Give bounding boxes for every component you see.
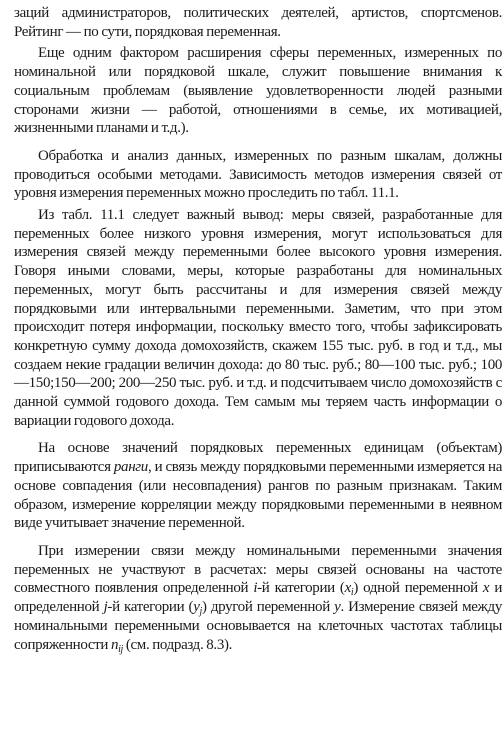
italic-text: x [344, 580, 351, 597]
paragraph-3 [14, 147, 502, 203]
paragraph-4 [14, 206, 502, 430]
italic-text: i [253, 580, 258, 597]
paragraph-2 [14, 44, 502, 138]
italic-text: n [110, 636, 119, 653]
text-run: Еще одним фактором расширения сферы переменных, измеренных по номинальной или порядковой шкале, служит повышение внимания к социальным проблемам (выявление удовлетворенности людей разными сторонами жизни — работой, отношениями в семье, их мотивацией, жизненными планами и т.д.). [14, 45, 502, 137]
text-run: ) одной переменной [353, 580, 483, 597]
italic-text: y [334, 599, 341, 616]
italic-text: ранги [113, 459, 148, 476]
text-run: заций администраторов, политических деятелей, артистов, спортсменов. Рейтинг — по сути, порядковая переменная. [14, 5, 502, 40]
text-run: -й категории ( [107, 599, 194, 616]
text-run: -й категории ( [257, 580, 345, 597]
document-page [14, 4, 502, 740]
text-run: Обработка и анализ данных, измеренных по разным шкалам, должны проводиться особыми методами. Зависимость методов измерения связей от уровня измерения переменных можно проследить по табл. 11.1. [14, 147, 502, 202]
text-run: , и связь между порядковыми переменными измеряется на основе совпадения (или несовпадения) рангов по разным признакам. Таким образом, измерение корреляции между порядковыми переменными в неявном виде учитывает значение переменной. [14, 459, 502, 532]
subscript-text: j [199, 606, 202, 618]
subscript-text: ij [118, 643, 123, 655]
italic-text: y [193, 599, 200, 616]
text-run: На основе значений порядковых переменных единицам (объектам) приписываются [14, 440, 502, 476]
paragraph-1 [14, 4, 502, 41]
paragraph-6 [14, 542, 502, 654]
text-run: и определенной [14, 580, 503, 616]
text-run: При измерении связи между номинальными переменными значения переменных не участвуют в расчетах: меры связей основаны на частоте совместного появления определенной [14, 542, 502, 597]
paragraph-5 [14, 439, 502, 533]
text-run: . Измерение связей между номинальными переменными основывается на клеточных частотах таблицы сопряженности [14, 599, 502, 653]
subscript-text: i [350, 587, 354, 599]
italic-text: j [103, 599, 108, 616]
italic-text: x [482, 580, 490, 597]
text-run: (см. подразд. 8.3). [122, 636, 233, 653]
text-run: Из табл. 11.1 следует важный вывод: меры связей, разработанные для переменных более низкого уровня измерения, могут использоваться для измерения связей между переменными более высокого уровня измерения. Говоря иными словами, меры, которые разработаны для номинальных переменных, могут быть рассчитаны и для измерения связей между порядковыми или интервальными переменными. Заметим, что при этом происходит потеря информации, поскольку вместо того, чтобы зафиксировать конкретную сумму дохода домохозяйств, скажем 155 тыс. руб. в год и т.д., мы создаем некие градации величин дохода: до 80 тыс. руб.; 80—100 тыс. руб.; 100—150;150—200; 200—250 тыс. руб. и т.д. и подсчитываем число домохозяйств с данной суммой годового дохода. Тем самым мы теряем часть информации о вариации годового дохода. [14, 207, 502, 429]
text-run: ) другой переменной [201, 599, 335, 616]
